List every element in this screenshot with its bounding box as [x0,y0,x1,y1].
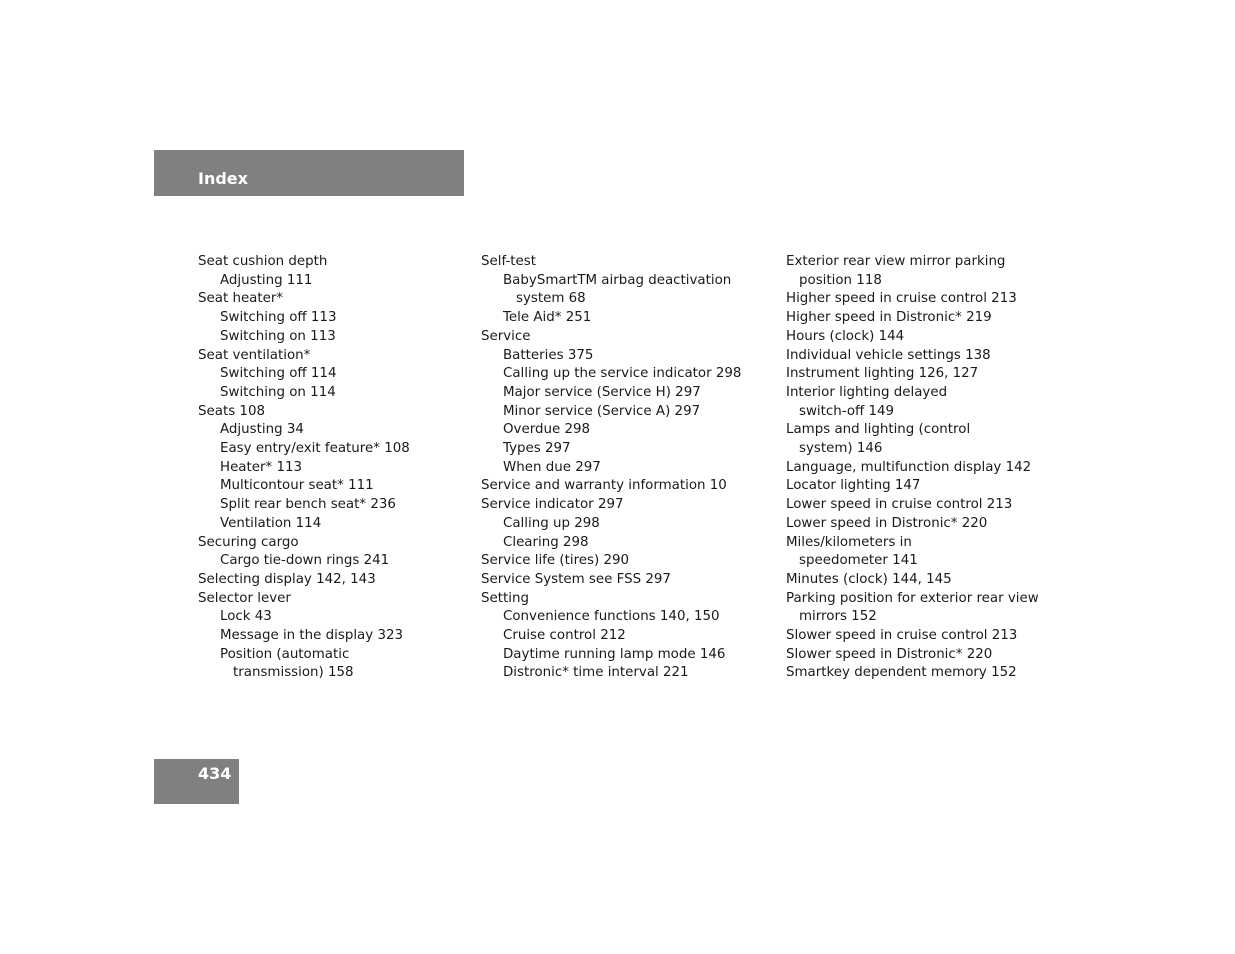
index-entry: Setting [481,590,529,606]
index-entry: Easy entry/exit feature* 108 [220,441,410,457]
index-entry: Adjusting 34 [220,422,304,438]
index-header-bar [154,150,464,196]
index-entry: Selecting display 142, 143 [198,571,376,587]
index-entry: Smartkey dependent memory 152 [786,665,1017,681]
index-title: Index [198,169,248,188]
index-entry: Self-test [481,254,536,269]
index-entry: Service and warranty information 10 [481,478,727,494]
index-entry: Securing cargo [198,534,299,550]
index-entry: position 118 [799,272,882,288]
index-entry: Service [481,328,531,344]
index-entry: Hours (clock) 144 [786,328,905,344]
index-entry: Switching off 113 [220,310,337,326]
index-entry: Seats 108 [198,403,265,419]
index-entry: Message in the display 323 [220,628,404,644]
index-entry: Lower speed in Distronic* 220 [786,515,988,531]
index-entry: system) 146 [799,441,883,457]
index-entry: Language, multifunction display 142 [786,459,1032,475]
index-entry: Types 297 [503,441,571,457]
index-entry: Convenience functions 140, 150 [503,609,720,625]
index-entry: Calling up 298 [503,515,600,531]
index-entry: Split rear bench seat* 236 [220,497,396,513]
index-entry: Selector lever [198,590,291,606]
index-entry: Tele Aid* 251 [503,310,592,326]
index-entry: Switching on 113 [220,328,336,344]
index-entry: Batteries 375 [503,347,594,363]
index-entry: speedometer 141 [799,553,918,569]
index-entry: When due 297 [503,459,601,475]
index-entry: Distronic* time interval 221 [503,665,689,681]
index-entry: Ventilation 114 [220,515,322,531]
index-entry: Slower speed in cruise control 213 [786,628,1018,644]
index-entry: Adjusting 111 [220,272,313,288]
index-entry: mirrors 152 [799,609,877,625]
index-entry: switch-off 149 [799,403,895,419]
index-entry: Higher speed in Distronic* 219 [786,310,992,326]
index-entry: Lamps and lighting (control [786,422,971,438]
index-entry: Seat heater* [198,291,284,307]
index-entry: Multicontour seat* 111 [220,478,374,494]
index-entry: Lock 43 [220,609,272,625]
index-entry: Seat cushion depth [198,254,328,269]
index-entry: transmission) 158 [233,665,354,681]
page-number-box [154,759,239,804]
index-entry: Slower speed in Distronic* 220 [786,646,993,662]
index-entry: Interior lighting delayed [786,384,948,400]
index-entry: Service life (tires) 290 [481,553,630,569]
index-entry: BabySmartTM airbag deactivation [503,272,732,288]
index-entry: Exterior rear view mirror parking [786,254,1006,269]
index-column-1 [198,253,468,683]
index-entry: Daytime running lamp mode 146 [503,646,726,662]
index-entry: Calling up the service indicator 298 [503,366,742,382]
index-entry: Switching off 114 [220,366,337,382]
index-entry: Higher speed in cruise control 213 [786,291,1017,307]
index-entry: Individual vehicle settings 138 [786,347,991,363]
index-entry: system 68 [516,291,586,307]
index-entry: Service indicator 297 [481,497,624,513]
index-entry: Minutes (clock) 144, 145 [786,571,952,587]
index-entry: Major service (Service H) 297 [503,384,701,400]
index-entry: Clearing 298 [503,534,589,550]
index-entry: Switching on 114 [220,384,336,400]
index-entry: Overdue 298 [503,422,591,438]
index-entry: Minor service (Service A) 297 [503,403,701,419]
index-entry: Instrument lighting 126, 127 [786,366,979,382]
index-entry: Lower speed in cruise control 213 [786,497,1013,513]
index-column-3 [786,253,1086,683]
index-column-2 [481,253,771,683]
index-entry: Position (automatic [220,646,350,662]
index-entry: Parking position for exterior rear view [786,590,1039,606]
index-entry: Locator lighting 147 [786,478,921,494]
index-entry: Miles/kilometers in [786,534,912,550]
index-entry: Service System see FSS 297 [481,571,671,587]
index-entry: Heater* 113 [220,459,303,475]
page-number: 434 [198,764,232,783]
index-entry: Seat ventilation* [198,347,311,363]
index-entry: Cruise control 212 [503,628,626,644]
index-entry: Cargo tie-down rings 241 [220,553,390,569]
